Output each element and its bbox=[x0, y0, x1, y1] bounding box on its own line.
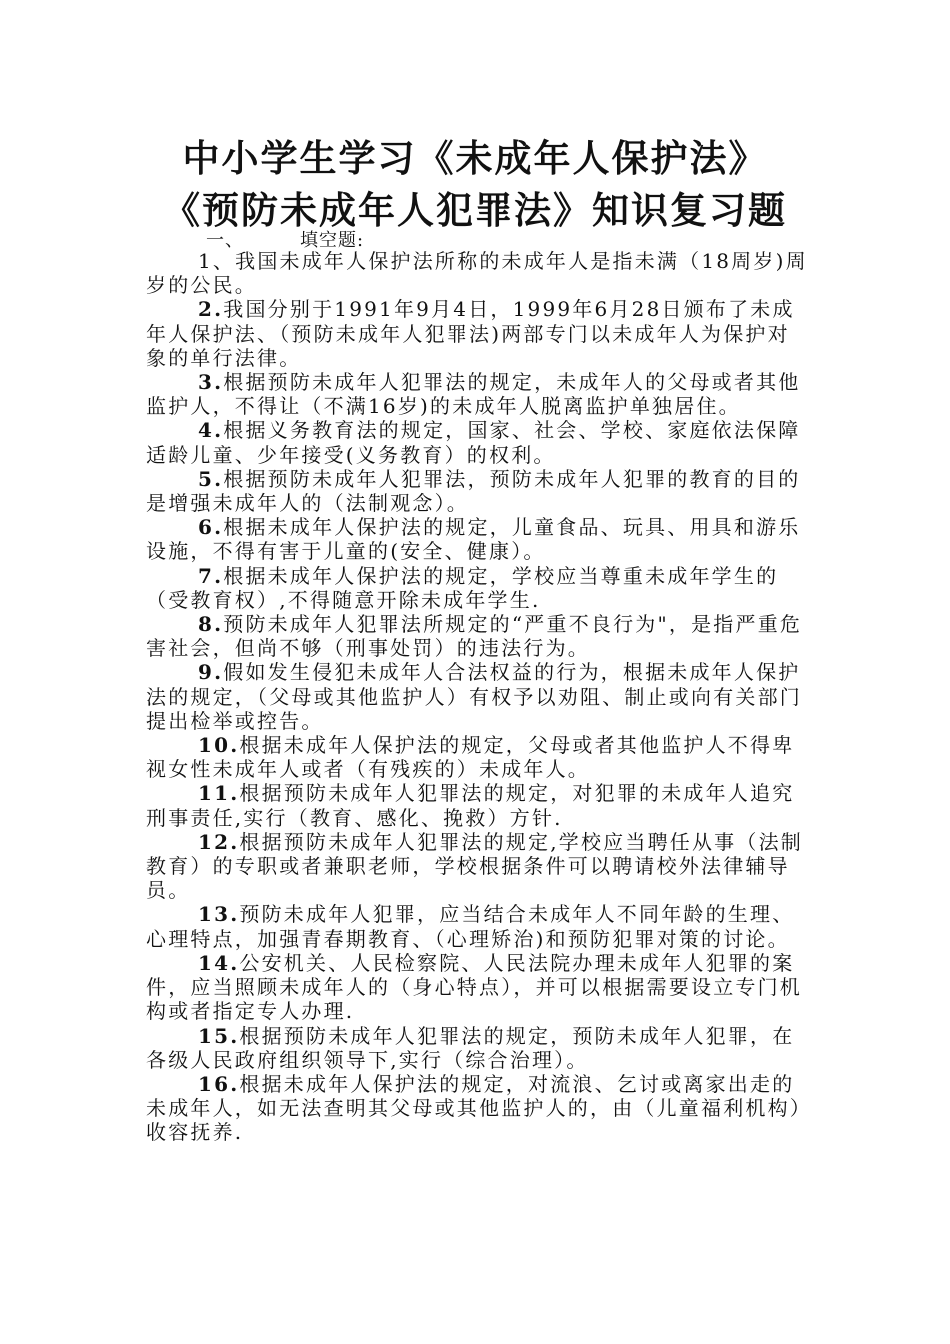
question-number: 5. bbox=[198, 466, 224, 491]
question-item bbox=[146, 418, 811, 466]
question-number: 6. bbox=[198, 515, 224, 540]
question-item bbox=[146, 830, 811, 903]
question-list bbox=[146, 249, 811, 1145]
question-text: 根据未成年人保护法的规定，儿童食品、玩具、用具和游乐设施，不得有害于儿童的(安全、健康）。 bbox=[146, 515, 801, 564]
question-number: 11. bbox=[198, 781, 240, 806]
question-text: 根据未成年人保护法的规定，父母或者其他监护人不得卑视女性未成年人或者（有残疾的）未成年人。 bbox=[146, 733, 795, 782]
question-text: 根据预防未成年人犯罪法的规定，预防未成年人犯罪，在各级人民政府组织领导下,实行（综合治理）。 bbox=[146, 1023, 795, 1072]
question-number: 12. bbox=[198, 829, 240, 854]
question-item bbox=[146, 467, 811, 515]
question-text: 预防未成年人犯罪法所规定的“严重不良行为"，是指严重危害社会，但尚不够（刑事处罚）的违法行为。 bbox=[146, 612, 803, 661]
document-title-line1: 中小学生学习《未成年人保护法》 bbox=[182, 136, 768, 180]
question-item bbox=[146, 564, 811, 612]
question-number: 4. bbox=[198, 418, 224, 443]
question-text: 根据预防未成年人犯罪法的规定,学校应当聘任从事（法制教育）的专职或者兼职老师，学校根据条件可以聘请校外法律辅导员。 bbox=[146, 829, 803, 903]
question-number: 1、 bbox=[198, 249, 236, 273]
question-item bbox=[146, 249, 811, 297]
question-item bbox=[146, 660, 811, 733]
question-item bbox=[146, 902, 811, 950]
section-number: 一、 bbox=[206, 230, 244, 251]
question-item bbox=[146, 515, 811, 563]
question-text: 根据预防未成年人犯罪法的规定，未成年人的父母或者其他监护人，不得让（不满16岁)的未成年人脱离监护单独居住。 bbox=[146, 370, 801, 419]
question-number: 8. bbox=[198, 612, 224, 637]
question-text: 公安机关、人民检察院、人民法院办理未成年人犯罪的案件，应当照顾未成年人的（身心特点），并可以根据需要设立专门机构或者指定专人办理. bbox=[146, 950, 802, 1024]
question-text: 我国分别于1991年9月4日，1999年6月28日颁布了未成年人保护法、（预防未成年人犯罪法)两部专门以未成年人为保护对象的单行法律。 bbox=[146, 297, 795, 370]
question-text: 假如发生侵犯未成年人合法权益的行为，根据未成年人保护法的规定，（父母或其他监护人）有权予以劝阻、制止或向有关部门提出检举或控告。 bbox=[146, 660, 802, 733]
question-number: 7. bbox=[198, 563, 224, 588]
question-item bbox=[146, 370, 811, 418]
section-title: 填空题: bbox=[300, 230, 365, 251]
question-number: 13. bbox=[198, 902, 240, 927]
question-number: 9. bbox=[198, 660, 224, 685]
question-number: 2. bbox=[198, 297, 224, 322]
question-item bbox=[146, 781, 811, 829]
question-text: 根据义务教育法的规定，国家、社会、学校、家庭依法保障适龄儿童、少年接受(义务教育）的权利。 bbox=[146, 418, 801, 467]
question-text: 我国未成年人保护法所称的未成年人是指未满（18周岁)周岁的公民。 bbox=[146, 249, 808, 298]
document-title-line2: 《预防未成年人犯罪法》知识复习题 bbox=[163, 188, 787, 232]
question-item bbox=[146, 733, 811, 781]
question-number: 15. bbox=[198, 1023, 240, 1048]
question-item bbox=[146, 1072, 811, 1145]
question-number: 14. bbox=[198, 950, 240, 975]
question-item bbox=[146, 297, 811, 370]
question-item bbox=[146, 1024, 811, 1072]
question-number: 10. bbox=[198, 733, 240, 758]
question-text: 根据未成年人保护法的规定，对流浪、乞讨或离家出走的未成年人，如无法查明其父母或其他监护人的，由（儿童福利机构）收容抚养. bbox=[146, 1071, 802, 1145]
question-number: 3. bbox=[198, 370, 224, 395]
question-number: 16. bbox=[198, 1071, 240, 1096]
question-text: 根据预防未成年人犯罪法的规定，对犯罪的未成年人追究刑事责任,实行（教育、感化、挽救）方针. bbox=[146, 781, 795, 830]
question-text: 根据未成年人保护法的规定，学校应当尊重未成年学生的（受教育权）,不得随意开除未成年学生. bbox=[146, 563, 779, 612]
question-text: 预防未成年人犯罪，应当结合未成年人不同年龄的生理、心理特点，加强青春期教育、（心理矫治)和预防犯罪对策的讨论。 bbox=[146, 902, 795, 951]
question-item bbox=[146, 951, 811, 1024]
question-item bbox=[146, 612, 811, 660]
question-text: 根据预防未成年人犯罪法，预防未成年人犯罪的教育的目的是增强未成年人的（法制观念）。 bbox=[146, 466, 801, 516]
